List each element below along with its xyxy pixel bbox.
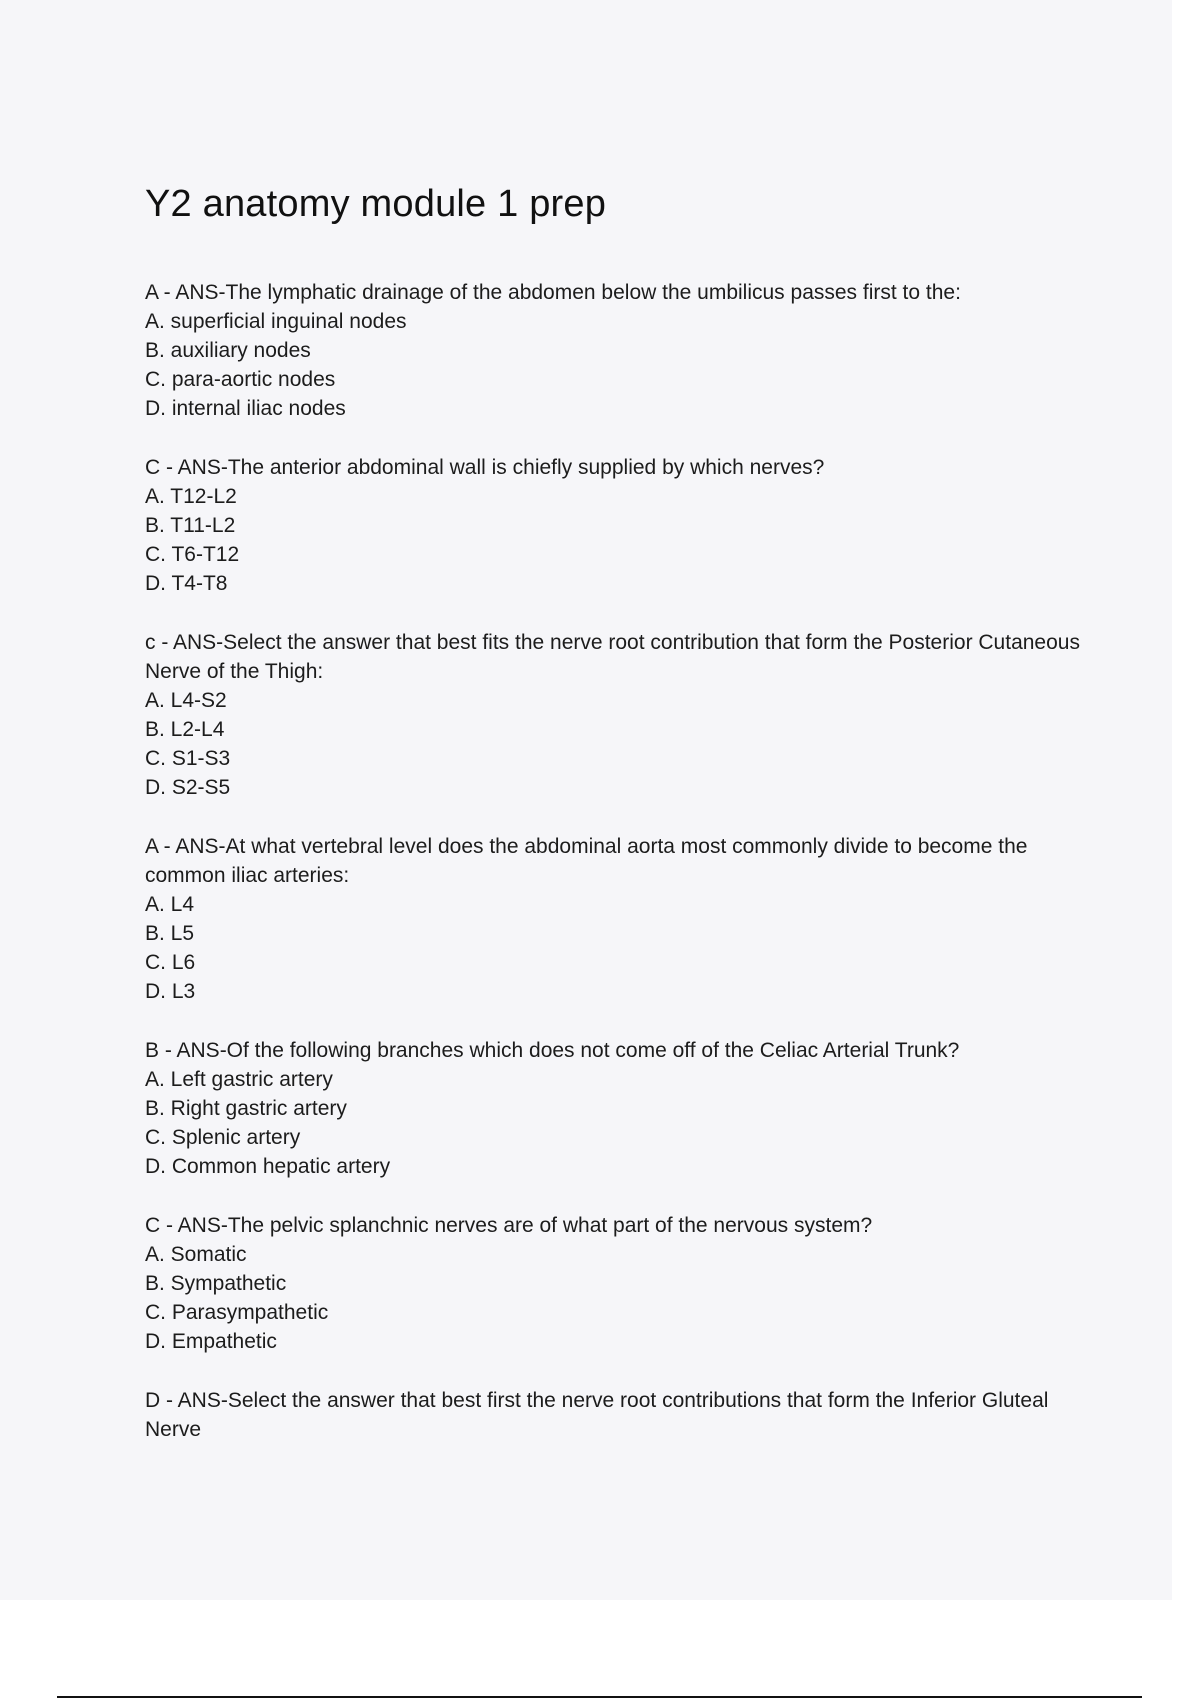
- question-stem: A - ANS-The lymphatic drainage of the abdomen below the umbilicus passes first to the:: [145, 281, 961, 304]
- answer-option: B. Right gastric artery: [145, 1097, 347, 1120]
- answer-option: C. para-aortic nodes: [145, 368, 336, 391]
- question-stem: C - ANS-The pelvic splanchnic nerves are of what part of the nervous system?: [145, 1214, 873, 1237]
- answer-option: C. Parasympathetic: [145, 1301, 329, 1324]
- question-stem: D - ANS-Select the answer that best first the nerve root contributions that form the Inferior Gluteal Nerve: [145, 1389, 1049, 1441]
- answer-option: B. L5: [145, 922, 195, 945]
- question-4: [145, 832, 1105, 1006]
- question-2: [145, 453, 1105, 598]
- question-6: [145, 1211, 1105, 1356]
- answer-option: D. S2-S5: [145, 776, 231, 799]
- answer-option: B. L2-L4: [145, 718, 225, 741]
- question-list: [145, 278, 1105, 1474]
- question-stem: c - ANS-Select the answer that best fits the nerve root contribution that form the Posterior Cutaneous Nerve of the Thigh:: [145, 631, 1080, 683]
- answer-option: C. Splenic artery: [145, 1126, 301, 1149]
- answer-option: C. T6-T12: [145, 543, 240, 566]
- answer-option: A. T12-L2: [145, 485, 237, 508]
- answer-option: A. L4-S2: [145, 689, 227, 712]
- answer-option: A. Left gastric artery: [145, 1068, 333, 1091]
- question-1: [145, 278, 1105, 423]
- answer-option: C. S1-S3: [145, 747, 231, 770]
- question-3: [145, 628, 1105, 802]
- page-title: Y2 anatomy module 1 prep: [145, 183, 607, 225]
- answer-option: D. internal iliac nodes: [145, 397, 346, 420]
- answer-option: A. superficial inguinal nodes: [145, 310, 407, 333]
- answer-option: D. Empathetic: [145, 1330, 277, 1353]
- answer-option: B. T11-L2: [145, 514, 236, 537]
- answer-option: A. Somatic: [145, 1243, 247, 1266]
- answer-option: A. L4: [145, 893, 195, 916]
- question-stem: C - ANS-The anterior abdominal wall is chiefly supplied by which nerves?: [145, 456, 825, 479]
- answer-option: D. Common hepatic artery: [145, 1155, 391, 1178]
- question-5: [145, 1036, 1105, 1181]
- question-7: [145, 1386, 1105, 1444]
- answer-option: B. Sympathetic: [145, 1272, 287, 1295]
- answer-option: C. L6: [145, 951, 196, 974]
- answer-option: B. auxiliary nodes: [145, 339, 311, 362]
- answer-option: D. T4-T8: [145, 572, 228, 595]
- footer-divider: [57, 1696, 1142, 1698]
- question-stem: A - ANS-At what vertebral level does the abdominal aorta most commonly divide to become the common iliac arteries:: [145, 835, 1028, 887]
- question-stem: B - ANS-Of the following branches which does not come off of the Celiac Arterial Trunk?: [145, 1039, 960, 1062]
- answer-option: D. L3: [145, 980, 196, 1003]
